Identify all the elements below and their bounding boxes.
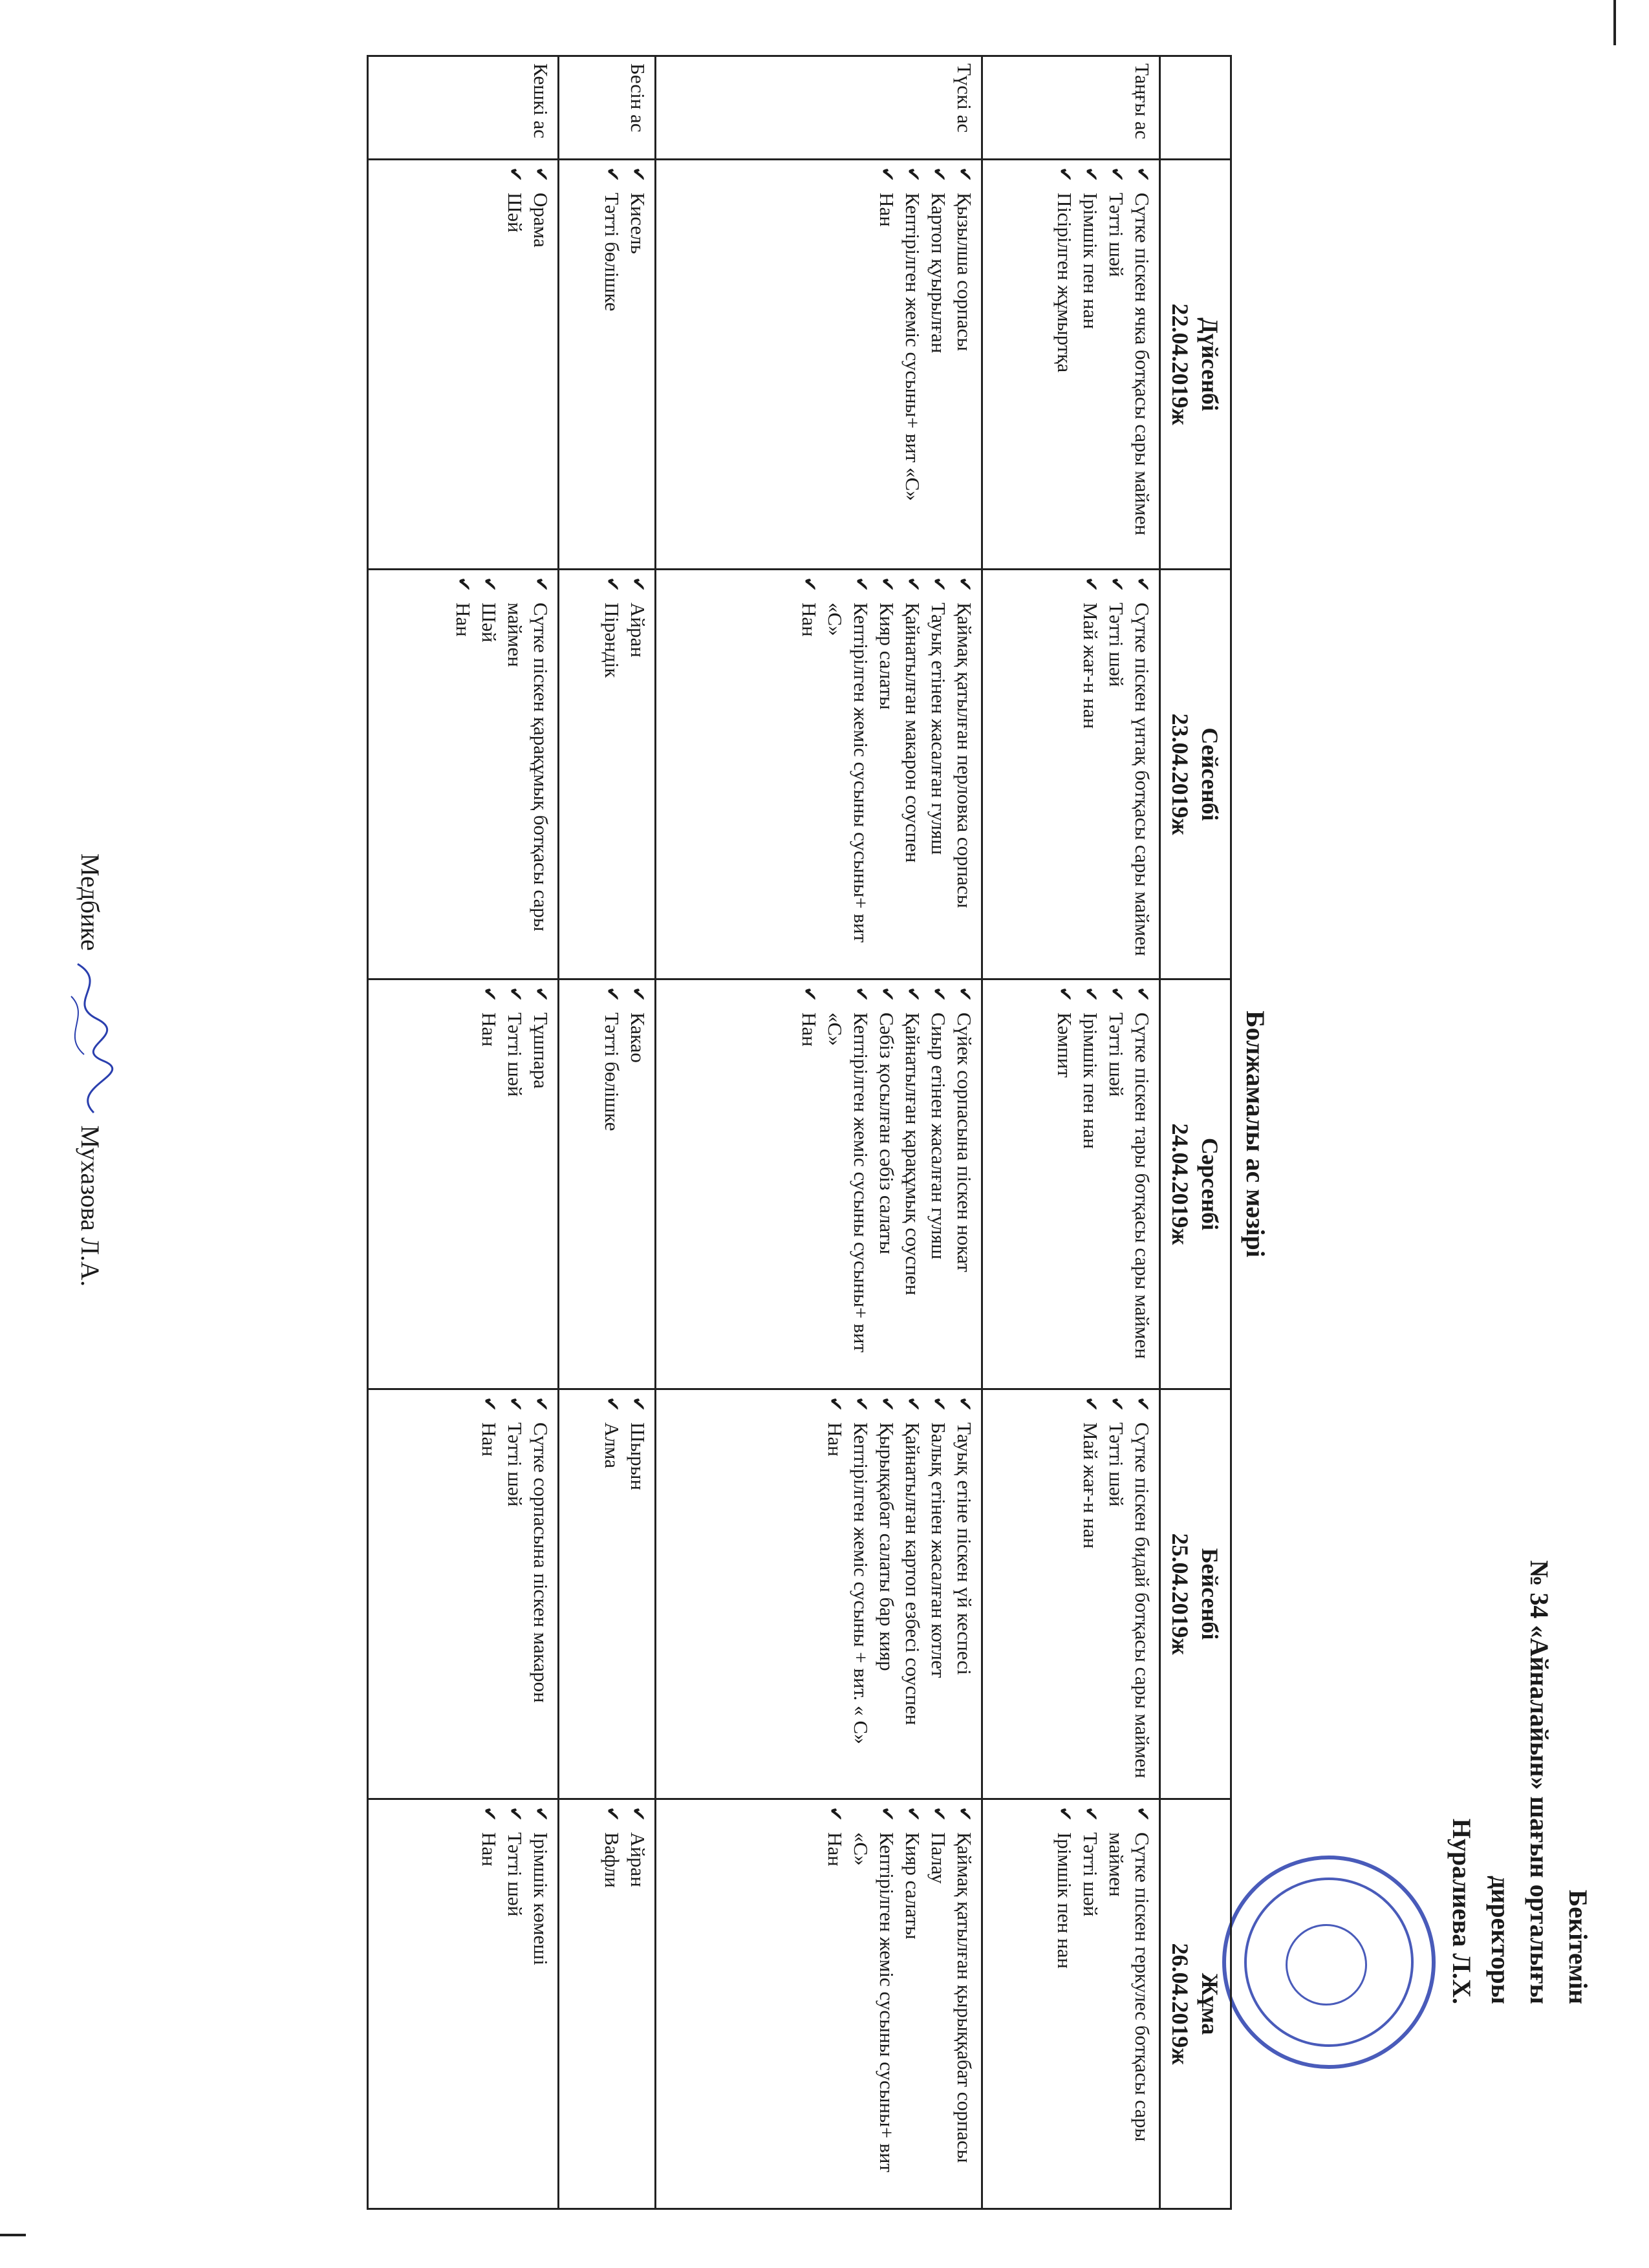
dish-item: ✔ Қызылша сорпасы: [951, 167, 977, 562]
approval-line: директоры: [1486, 1876, 1515, 2004]
menu-cell: [656, 1799, 982, 2209]
dish-item: ✔ Какао: [625, 987, 651, 1382]
dish-item: ✔ Нан: [874, 167, 900, 562]
menu-cell: [559, 979, 656, 1389]
signature-role: Медбике: [75, 853, 105, 951]
dish-item: ✔ Палау: [925, 1806, 951, 2201]
dish-item: ✔ Тұшпара: [528, 987, 554, 1382]
dish-item: ✔ Тәтті шәй: [1103, 167, 1129, 562]
dish-item: ✔ Шәй: [476, 577, 502, 972]
dish-item: ✔ Нан: [476, 1396, 502, 1792]
meal-label: Кешкі ас: [368, 56, 559, 160]
day-name: Сәрсенбі: [1197, 1137, 1223, 1231]
menu-cell: [982, 160, 1160, 570]
menu-cell: [982, 1389, 1160, 1799]
dish-item: ✔ Нан: [450, 577, 476, 972]
dish-item: ✔ Кептірілген жеміс сусыны сусыны+ вит «С»: [848, 1806, 900, 2201]
day-header: [1160, 160, 1231, 570]
dish-list: [599, 987, 651, 1382]
menu-cell: [982, 1799, 1160, 2209]
dish-item: ✔ Тәтті шәй: [1103, 987, 1129, 1382]
dish-item: ✔ Айран: [625, 577, 651, 972]
dish-list: [822, 1396, 977, 1792]
dish-list: [796, 577, 977, 972]
signature-name: Мухазова Л.А.: [75, 1125, 105, 1287]
dish-item: ✔ Тауық етіне піскен үй кеспесі: [951, 1396, 977, 1792]
dish-item: ✔ Балық етінен жасалған котлет: [925, 1396, 951, 1792]
dish-list: [476, 1806, 554, 2201]
menu-cell: [368, 160, 559, 570]
dish-item: ✔ Сиыр етінен жасалған гуляш: [925, 987, 951, 1382]
dish-list: [1077, 1396, 1155, 1792]
dish-item: ✔ Сәбіз қосылған сәбіз салаты: [874, 987, 900, 1382]
dish-item: ✔ Картоп қуырылған: [925, 167, 951, 562]
dish-item: ✔ Тәтті шәй: [502, 987, 528, 1382]
dish-item: ✔ Кияр салаты: [874, 577, 900, 972]
day-header: [1160, 1389, 1231, 1799]
dish-item: ✔ Сүтке піскен бидай ботқасы сары маймен: [1129, 1396, 1155, 1792]
meal-row-lunch: [656, 56, 982, 2209]
day-name: Сейсенбі: [1197, 727, 1223, 821]
dish-list: [822, 1806, 977, 2201]
menu-cell: [559, 1799, 656, 2209]
approval-line: № 34 «Айналайын» шағын орталығы: [1525, 1560, 1554, 2004]
signature-line: [58, 853, 116, 1287]
dish-item: ✔ Ірімшік пен нан: [1077, 167, 1103, 562]
dish-item: ✔ Қаймақ қатылған қырыққабат сорпасы: [951, 1806, 977, 2201]
dish-list: [1077, 577, 1155, 972]
dish-item: ✔ Кептірілген жеміс сусыны+ вит «С»: [900, 167, 925, 562]
dish-item: ✔ Нан: [476, 987, 502, 1382]
dish-item: ✔ Пісірілген жұмыртқа: [1051, 167, 1077, 562]
dish-item: ✔ Қаймақ қатылған перловка сорпасы: [951, 577, 977, 972]
meal-row-snack: [559, 56, 656, 2209]
dish-item: ✔ Нан: [476, 1806, 502, 2201]
dish-item: ✔ Нан: [796, 577, 822, 972]
day-date: 26.04.2019ж: [1167, 1943, 1194, 2065]
menu-cell: [982, 570, 1160, 979]
dish-item: ✔ Кептірілген жеміс сусыны + вит. « С»: [848, 1396, 874, 1792]
dish-item: ✔ Алма: [599, 1396, 625, 1792]
dish-item: ✔ Нан: [822, 1396, 848, 1792]
meal-label: Таңғы ас: [982, 56, 1160, 160]
dish-item: ✔ Тәтті шәй: [502, 1396, 528, 1792]
dish-item: ✔ Шәй: [502, 167, 528, 562]
day-header: [1160, 1799, 1231, 2209]
menu-table: [367, 55, 1232, 2210]
dish-item: ✔ Нан: [796, 987, 822, 1382]
dish-item: ✔ Май жағ-н нан: [1077, 577, 1103, 972]
day-header: [1160, 570, 1231, 979]
dish-item: ✔ Ірімшік пен нан: [1077, 987, 1103, 1382]
dish-item: ✔ Нан: [822, 1806, 848, 2201]
dish-item: ✔ Тәтті бөлішке: [599, 167, 625, 562]
handwritten-signature: [58, 957, 116, 1119]
dish-list: [476, 987, 554, 1382]
approval-block: [1442, 1422, 1597, 2004]
approval-line: Нуралиева Л.Х.: [1447, 1818, 1476, 2004]
menu-cell: [368, 979, 559, 1389]
dish-item: ✔ Сүтке піскен геркулес ботқасы сары маймен: [1103, 1806, 1155, 2201]
dish-list: [599, 1806, 651, 2201]
dish-item: ✔ Тәтті шәй: [1077, 1806, 1103, 2201]
dish-item: ✔ Кияр салаты: [900, 1806, 925, 2201]
page-title: Болжамалы ас мәзірі: [1241, 1011, 1270, 1257]
menu-body: [368, 56, 1160, 2209]
dish-list: [502, 167, 554, 562]
dish-list: [1051, 1806, 1155, 2201]
meal-row-dinner: [368, 56, 559, 2209]
dish-item: ✔ Пірәндік: [599, 577, 625, 972]
dish-item: ✔ Сүтке піскен қарақұмық ботқасы сары маймен: [502, 577, 554, 972]
dish-item: ✔ Тәтті шәй: [1103, 1396, 1129, 1792]
dish-item: ✔ Ірімшік пен нан: [1051, 1806, 1077, 2201]
dish-item: ✔ Сүтке піскен үнтақ ботқасы сары маймен: [1129, 577, 1155, 972]
dish-item: ✔ Айран: [625, 1806, 651, 2201]
day-name: Жұма: [1197, 1973, 1223, 2035]
menu-cell: [656, 570, 982, 979]
header-row: [1160, 56, 1231, 2209]
dish-item: ✔ Вафли: [599, 1806, 625, 2201]
dish-list: [874, 167, 977, 562]
dish-list: [1051, 167, 1155, 562]
meal-label: Түскі ас: [656, 56, 982, 160]
menu-cell: [368, 1389, 559, 1799]
dish-list: [450, 577, 554, 972]
menu-cell: [982, 979, 1160, 1389]
dish-item: ✔ Кептірілген жеміс сусыны сусыны+ вит «С»: [822, 577, 874, 972]
dish-list: [599, 1396, 651, 1792]
menu-cell: [559, 160, 656, 570]
menu-cell: [656, 979, 982, 1389]
dish-item: ✔ Қырыққабат салаты бар кияр: [874, 1396, 900, 1792]
menu-cell: [559, 570, 656, 979]
dish-item: ✔ Ірімшік көмеші: [528, 1806, 554, 2201]
dish-item: ✔ Кептірілген жеміс сусыны сусыны+ вит «С»: [822, 987, 874, 1382]
dish-item: ✔ Қайнатылған картоп езбесі соуспен: [900, 1396, 925, 1792]
meal-label: Бесін ас: [559, 56, 656, 160]
menu-cell: [559, 1389, 656, 1799]
dish-item: ✔ Орама: [528, 167, 554, 562]
dish-item: ✔ Шырын: [625, 1396, 651, 1792]
menu-cell: [368, 1799, 559, 2209]
dish-item: ✔ Май жағ-н нан: [1077, 1396, 1103, 1792]
dish-list: [599, 167, 651, 562]
dish-list: [476, 1396, 554, 1792]
dish-item: ✔ Тәтті шәй: [502, 1806, 528, 2201]
dish-list: [1051, 987, 1155, 1382]
meal-row-breakfast: [982, 56, 1160, 2209]
dish-item: ✔ Сүйек сорпасына піскен нокат: [951, 987, 977, 1382]
dish-item: ✔ Қайнатылған макарон соуспен: [900, 577, 925, 972]
dish-item: ✔ Сүтке піскен ячка ботқасы сары маймен: [1129, 167, 1155, 562]
dish-item: ✔ Сүтке сорпасына піскен макарон: [528, 1396, 554, 1792]
approval-line: Бекітемін: [1564, 1889, 1593, 2004]
dish-item: ✔ Тәтті бөлішке: [599, 987, 625, 1382]
day-header: [1160, 979, 1231, 1389]
menu-cell: [656, 1389, 982, 1799]
dish-list: [599, 577, 651, 972]
day-date: 22.04.2019ж: [1167, 303, 1194, 425]
dish-item: ✔ Кисель: [625, 167, 651, 562]
dish-item: ✔ Тауық етінен жасалған гуляш: [925, 577, 951, 972]
day-name: Дүйсенбі: [1197, 317, 1223, 411]
day-name: Бейсенбі: [1197, 1548, 1223, 1640]
dish-item: ✔ Кәмпит: [1051, 987, 1077, 1382]
dish-list: [796, 987, 977, 1382]
menu-cell: [368, 570, 559, 979]
header-empty-cell: [1160, 56, 1231, 160]
day-date: 25.04.2019ж: [1167, 1533, 1194, 1655]
menu-cell: [656, 160, 982, 570]
dish-item: ✔ Қайнатылған қарақұмық соуспен: [900, 987, 925, 1382]
dish-item: ✔ Тәтті шәй: [1103, 577, 1129, 972]
dish-item: ✔ Сүтке піскен тары ботқасы сары маймен: [1129, 987, 1155, 1382]
day-date: 23.04.2019ж: [1167, 713, 1194, 835]
day-date: 24.04.2019ж: [1167, 1123, 1194, 1245]
